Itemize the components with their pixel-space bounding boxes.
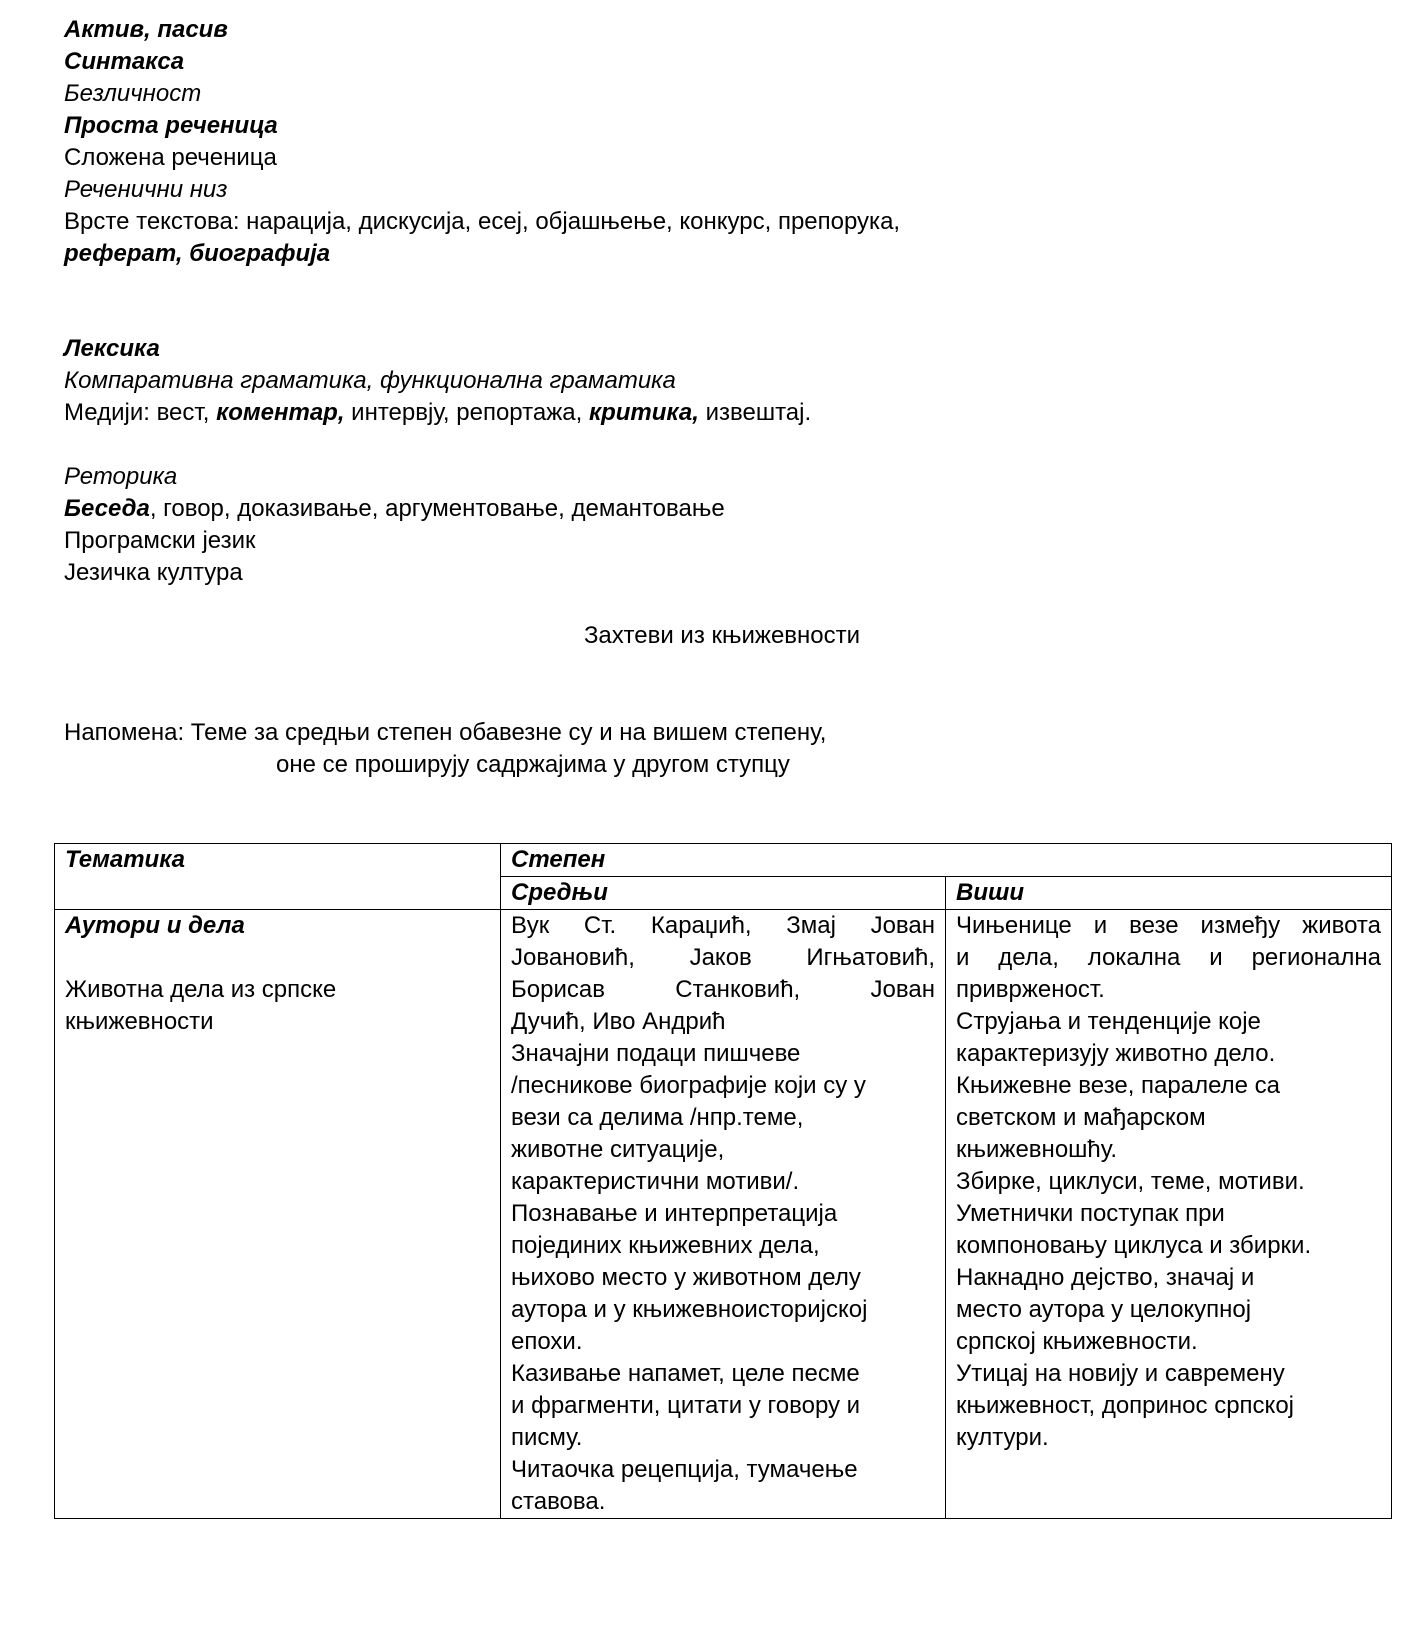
- mediji-part-1: Медији: вест,: [64, 399, 217, 426]
- srednji-line: Дучић, Иво Андрић: [511, 1008, 726, 1035]
- srednji-line: и фрагменти, цитати у говору и: [511, 1392, 861, 1419]
- top-line-3: Проста реченица: [64, 112, 278, 139]
- header-stepen: [501, 844, 1392, 877]
- beseda-part-1: Беседа: [64, 495, 150, 522]
- srednji-line: епохи.: [511, 1328, 583, 1355]
- row-subtitle-1: Животна дела из српске: [65, 976, 337, 1003]
- line-kultura: Језичка култура: [64, 559, 243, 586]
- srednji-line: аутора и у књижевноисторијској: [511, 1296, 868, 1323]
- row-spacer: [65, 942, 490, 974]
- srednji-line: појединих књижевних дела,: [511, 1232, 820, 1259]
- visi-line: компоновању циклуса и збирки.: [956, 1232, 1312, 1259]
- visi-line: књижевношћу.: [956, 1136, 1118, 1163]
- visi-line: Струјања и тенденције које: [956, 1008, 1261, 1035]
- visi-line: место аутора у целокупној: [956, 1296, 1252, 1323]
- visi-line: и дела, локална и регионална: [956, 944, 1381, 971]
- line-programski: Програмски језик: [64, 527, 256, 554]
- srednji-line: ставова.: [511, 1488, 606, 1515]
- srednji-line: Читаочка рецепција, тумачење: [511, 1456, 858, 1483]
- visi-line: карактеризују животно дело.: [956, 1040, 1276, 1067]
- srednji-line: животне ситуације,: [511, 1136, 725, 1163]
- line-retorika: Реторика: [64, 463, 178, 490]
- line-beseda: [64, 493, 725, 525]
- requirements-table: [54, 843, 1392, 1519]
- top-line-2: Безличност: [64, 80, 202, 107]
- mediji-part-3: интервју, репортажа,: [344, 399, 589, 426]
- row-subtitle-2: књижевности: [65, 1008, 214, 1035]
- table-header-row-1: [55, 844, 1392, 877]
- visi-line: Чињенице и везе између живота: [956, 912, 1381, 939]
- visi-line: привржeност.: [956, 976, 1105, 1003]
- section-title: Захтеви из књижевности: [583, 622, 861, 649]
- srednji-line: Вук Ст. Караџић, Змај Јован: [511, 912, 935, 939]
- srednji-line: Борисав Станковић, Јован: [511, 976, 935, 1003]
- row-title: Аутори и дела: [65, 912, 245, 939]
- top-line-4: Сложена реченица: [64, 144, 277, 171]
- header-visi: [946, 877, 1392, 910]
- srednji-line: /песникове биографије који су у: [511, 1072, 866, 1099]
- top-line-7: реферат, биографија: [64, 240, 331, 267]
- srednji-line: Значајни подаци пишчеве: [511, 1040, 801, 1067]
- srednji-line: Познавање и интерпретација: [511, 1200, 838, 1227]
- srednji-line: њихово место у животном делу: [511, 1264, 861, 1291]
- note-line-1: Напомена: Теме за средњи степен обавезне су и на вишем степену,: [64, 719, 827, 746]
- header-visi-label: Виши: [956, 879, 1024, 906]
- top-line-5: Реченични низ: [64, 176, 228, 203]
- srednji-line: вези са делима /нпр.теме,: [511, 1104, 804, 1131]
- srednji-line: Јовановић, Јаков Игњатовић,: [511, 944, 935, 971]
- visi-line: светском и мађарском: [956, 1104, 1206, 1131]
- table-row: [55, 910, 1392, 1519]
- beseda-part-2: , говор, доказивање, аргументовање, демантовање: [149, 495, 725, 522]
- visi-line: Уметнички поступак при: [956, 1200, 1225, 1227]
- line-mediji: [64, 397, 811, 429]
- srednji-line: Казивање напамет, целе песме: [511, 1360, 860, 1387]
- mediji-part-4: критика,: [588, 399, 699, 426]
- header-tematika: [55, 844, 501, 910]
- visi-line: српској књижевности.: [956, 1328, 1198, 1355]
- mediji-part-2: коментар,: [216, 399, 345, 426]
- header-stepen-label: Степен: [511, 846, 606, 873]
- note-line-2: оне се проширују садржајима у другом ступцу: [276, 751, 790, 778]
- mediji-part-5: извештај.: [698, 399, 812, 426]
- srednji-line: карактеристични мотиви/.: [511, 1168, 800, 1195]
- visi-line: Књижевне везе, паралеле са: [956, 1072, 1280, 1099]
- top-line-1: Синтакса: [64, 48, 185, 75]
- header-srednji: [501, 877, 946, 910]
- cell-tematika: [55, 910, 501, 1519]
- header-srednji-label: Средњи: [511, 879, 608, 906]
- visi-line: Накнадно дејство, значај и: [956, 1264, 1255, 1291]
- visi-line: књижевност, допринос српској: [956, 1392, 1294, 1419]
- cell-visi: [946, 910, 1392, 1519]
- cell-srednji: [501, 910, 946, 1519]
- visi-line: Збирке, циклуси, теме, мотиви.: [956, 1168, 1305, 1195]
- srednji-line: писму.: [511, 1424, 583, 1451]
- heading-leksika: Лексика: [64, 335, 160, 362]
- header-tematika-label: Тематика: [65, 846, 185, 873]
- visi-line: Утицај на новију и савремену: [956, 1360, 1285, 1387]
- top-line-0: Актив, пасив: [64, 16, 228, 43]
- top-line-6: Врсте текстова: нарација, дискусија, есеј, објашњење, конкурс, препорука,: [64, 208, 901, 235]
- line-gramatika: Компаративна граматика, функционална граматика: [64, 367, 676, 394]
- visi-line: култури.: [956, 1424, 1049, 1451]
